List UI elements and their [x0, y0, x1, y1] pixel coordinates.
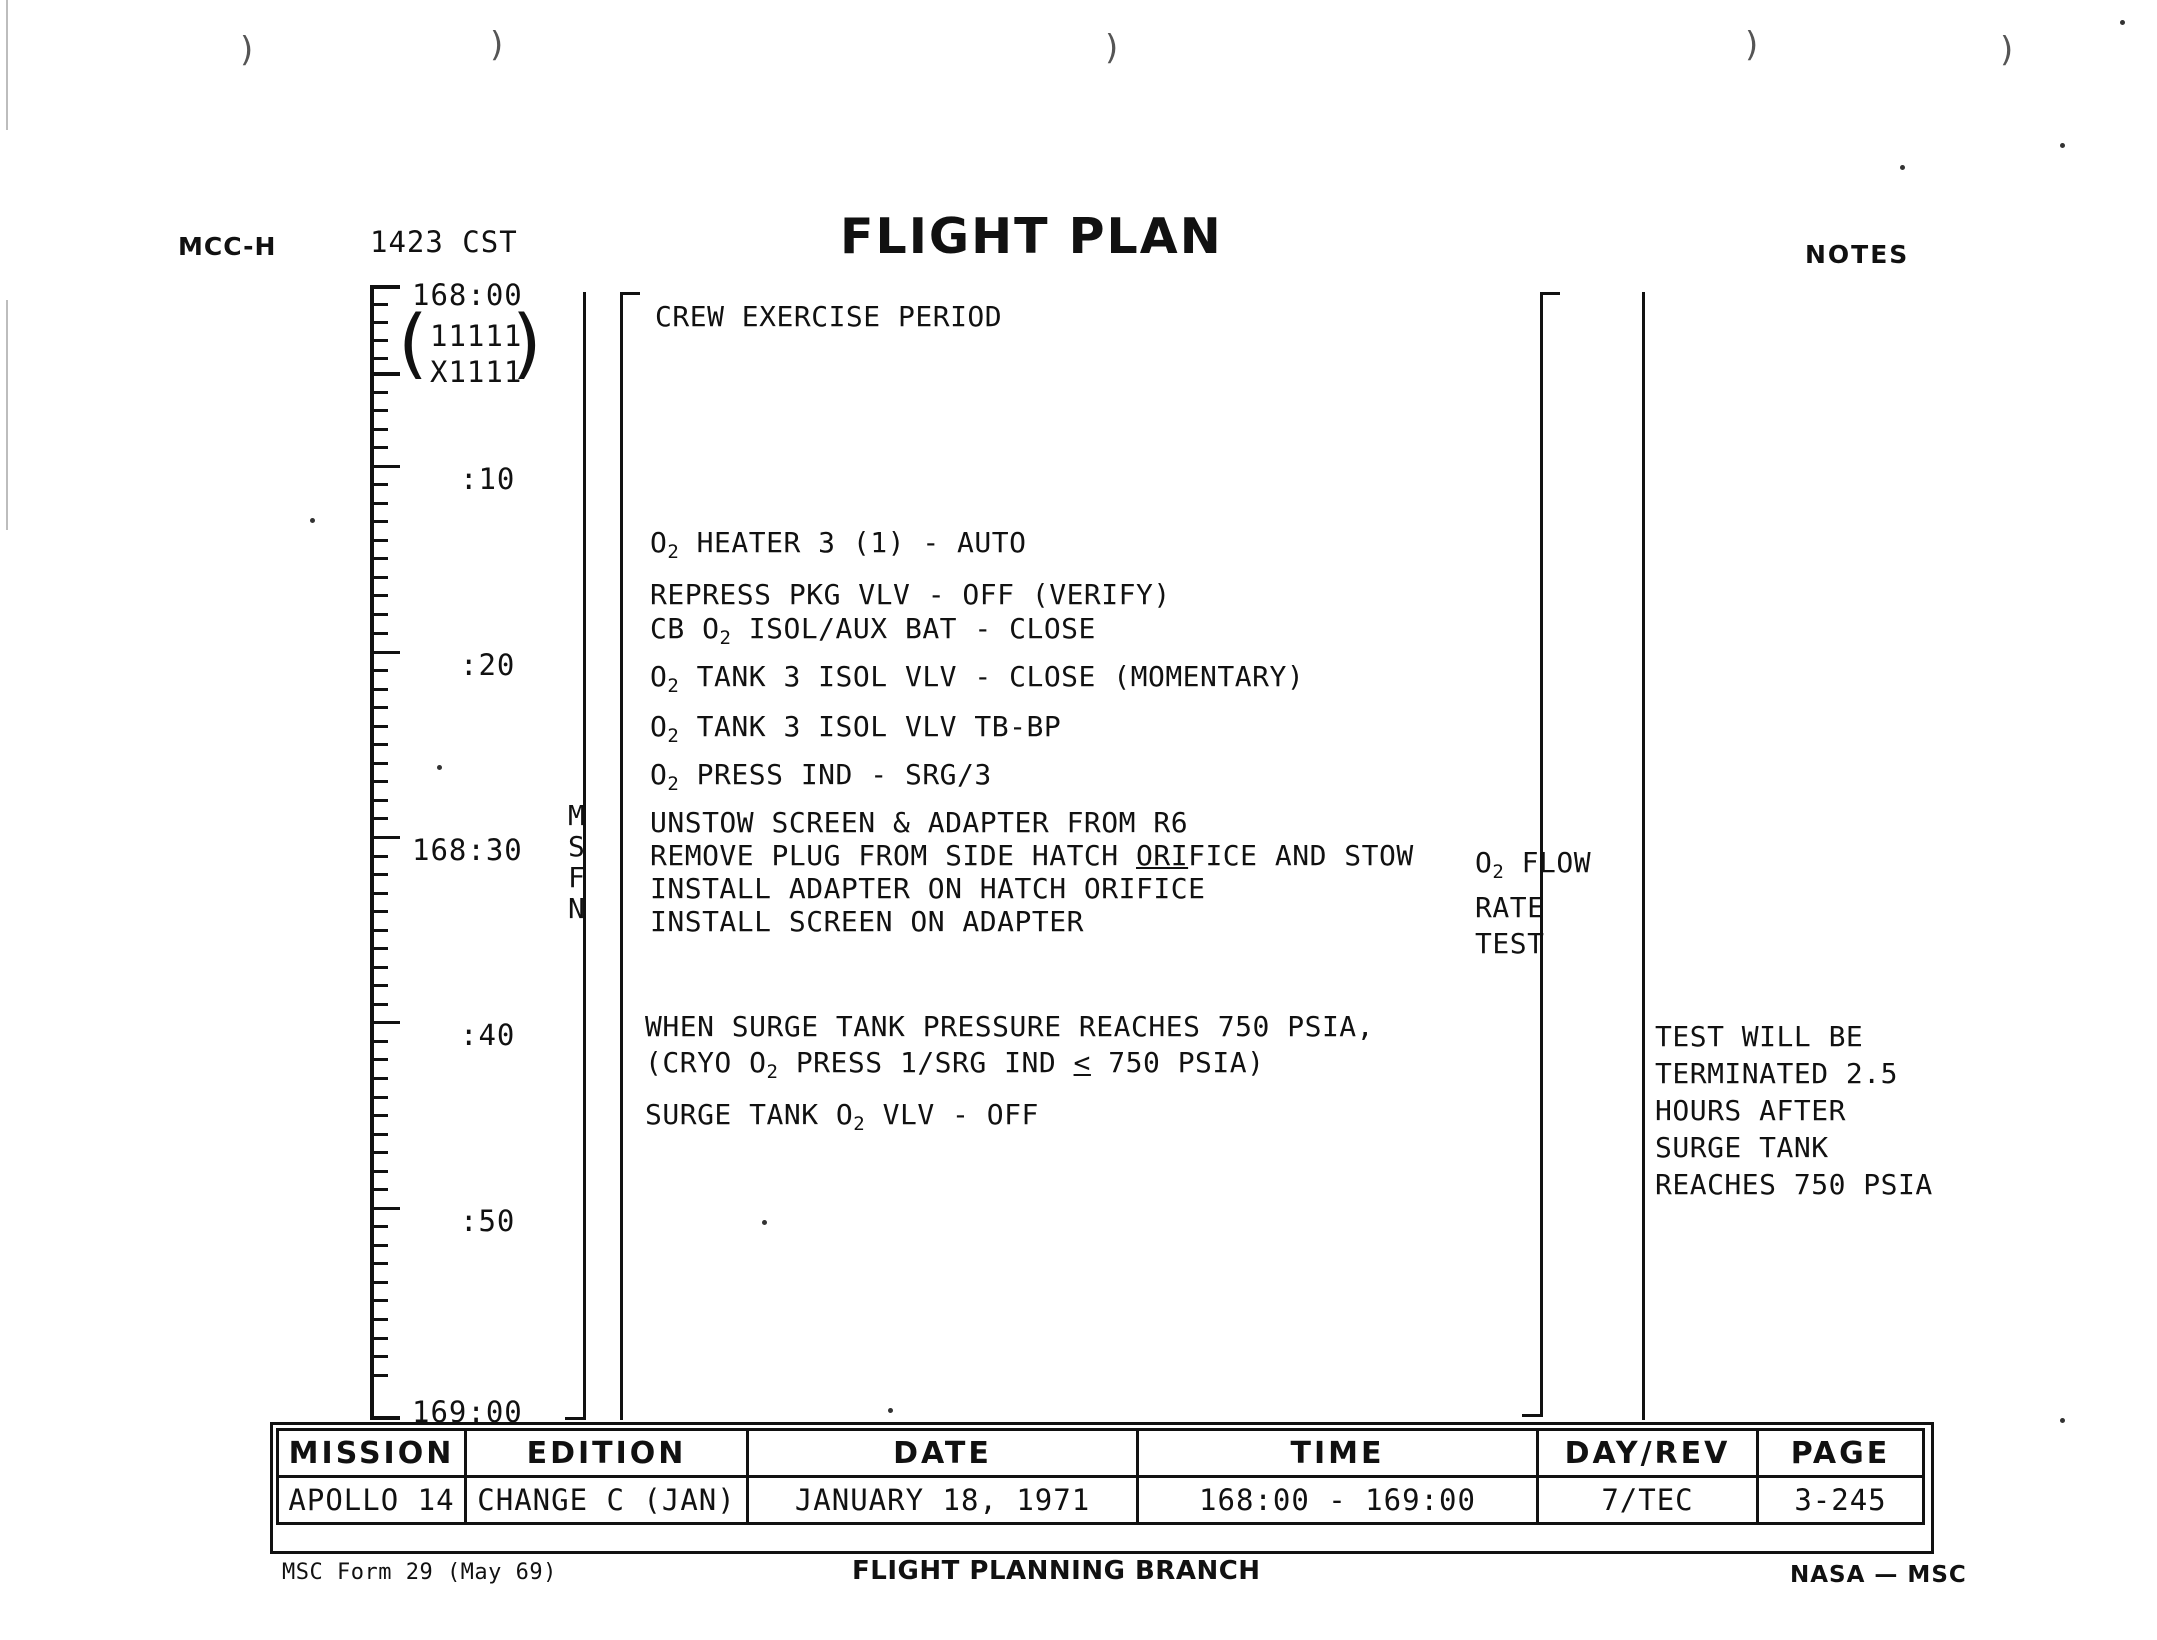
time-tick: [370, 1188, 388, 1191]
time-tick: [370, 1225, 388, 1228]
time-label-40: :40: [460, 1018, 516, 1052]
time-tick: [370, 910, 388, 913]
time-tick: [370, 1114, 388, 1117]
td-page: 3-245: [1758, 1477, 1924, 1524]
branch-label: FLIGHT PLANNING BRANCH: [852, 1556, 1261, 1586]
msfn-label: M S F N: [568, 799, 586, 925]
overprint-line-1: 11111: [430, 319, 523, 353]
scan-speck: [2060, 143, 2065, 148]
notes-column-header: NOTES: [1805, 240, 1910, 269]
time-tick: [370, 1077, 388, 1080]
notes-line: HOURS AFTER: [1655, 1094, 1846, 1127]
activity-item: CB $O_2$ ISOL/AUX BAT - CLOSE: [650, 612, 1096, 649]
page-title: FLIGHT PLAN: [840, 208, 1223, 265]
time-label-10: :10: [460, 462, 516, 496]
scan-speck: [437, 765, 442, 770]
o2-flow-test-span-hook-bottom: [1522, 1414, 1542, 1417]
scan-artifact-paren: ): [240, 30, 254, 70]
time-tick: [370, 1318, 388, 1321]
time-tick-major: [370, 1207, 400, 1210]
scan-speck: [1900, 165, 1905, 170]
time-tick: [370, 1151, 388, 1154]
time-tick: [370, 817, 388, 820]
activity-column-rule: [620, 292, 623, 1420]
td-time: 168:00 - 169:00: [1138, 1477, 1538, 1524]
start-time-cst: 1423 CST: [370, 225, 518, 259]
mcc-label: MCC-H: [178, 232, 277, 261]
time-label-168-00: 168:00: [412, 278, 523, 312]
time-tick: [370, 1003, 388, 1006]
time-tick: [370, 1244, 388, 1247]
time-tick: [370, 428, 388, 431]
scan-artifact-paren: ): [1745, 25, 1759, 65]
scan-edge-left: [6, 0, 8, 130]
o2-flow-test-span-hook-top: [1540, 292, 1560, 295]
agency-label: NASA — MSC: [1790, 1562, 1967, 1588]
time-tick: [370, 725, 388, 728]
scan-artifact-paren: ): [490, 25, 504, 65]
time-scale-top-cap: [370, 285, 400, 289]
o2-flow-line-3: TEST: [1475, 927, 1545, 960]
time-tick: [370, 892, 388, 895]
time-tick: [370, 799, 388, 802]
time-tick: [370, 632, 388, 635]
activity-item: SURGE TANK $O_2$ VLV - OFF: [645, 1098, 1039, 1135]
activity-item: $O_2$ TANK 3 ISOL VLV TB-BP: [650, 710, 1062, 747]
time-tick: [370, 446, 388, 449]
time-tick: [370, 780, 388, 783]
time-tick: [370, 483, 388, 486]
time-tick: [370, 1281, 388, 1284]
scan-edge-left-2: [6, 300, 8, 530]
time-tick: [370, 1337, 388, 1340]
time-tick: [370, 984, 388, 987]
time-tick: [370, 303, 388, 306]
time-tick: [370, 594, 388, 597]
msfn-bar-hook: [565, 1417, 585, 1420]
scan-speck: [2060, 1418, 2065, 1423]
notes-line: SURGE TANK: [1655, 1131, 1829, 1164]
time-tick: [370, 966, 388, 969]
activity-item: $O_2$ HEATER 3 (1) - AUTO: [650, 526, 1027, 563]
th-time: TIME: [1138, 1430, 1538, 1477]
time-tick: [370, 339, 388, 342]
activity-item: INSTALL SCREEN ON ADAPTER: [650, 905, 1084, 938]
th-date: DATE: [748, 1430, 1138, 1477]
activity-item: WHEN SURGE TANK PRESSURE REACHES 750 PSIA,: [645, 1010, 1375, 1043]
activity-item: UNSTOW SCREEN & ADAPTER FROM R6: [650, 806, 1189, 839]
time-tick: [370, 502, 388, 505]
th-day-rev: DAY/REV: [1538, 1430, 1758, 1477]
time-tick-major: [370, 1021, 400, 1024]
activity-column-rule-hook: [620, 292, 640, 295]
time-tick: [370, 1133, 388, 1136]
scan-speck: [2120, 20, 2125, 25]
overprint-line-2: X1111: [430, 355, 523, 389]
time-tick: [370, 706, 388, 709]
time-tick-major: [370, 465, 400, 468]
activity-item: INSTALL ADAPTER ON HATCH ORIFICE: [650, 872, 1206, 905]
time-tick: [370, 688, 388, 691]
time-tick: [370, 520, 388, 523]
o2-flow-test-label: [1475, 845, 1591, 962]
scan-speck: [310, 518, 315, 523]
time-tick: [370, 929, 388, 932]
th-page: PAGE: [1758, 1430, 1924, 1477]
activity-item: CREW EXERCISE PERIOD: [655, 300, 1003, 333]
scan-speck: [888, 1408, 893, 1413]
scan-artifact-paren: ): [2000, 30, 2014, 70]
time-tick: [370, 873, 388, 876]
td-date: JANUARY 18, 1971: [748, 1477, 1138, 1524]
form-number: MSC Form 29 (May 69): [282, 1560, 557, 1585]
time-tick: [370, 391, 388, 394]
time-label-168-30: 168:30: [412, 833, 523, 867]
scan-speck: [762, 1220, 767, 1225]
th-mission: MISSION: [278, 1430, 466, 1477]
time-tick: [370, 1299, 388, 1302]
activity-item: $O_2$ TANK 3 ISOL VLV - CLOSE (MOMENTARY): [650, 660, 1305, 697]
time-tick: [370, 557, 388, 560]
activity-item: (CRYO $O_2$ PRESS 1/SRG IND < 750 PSIA): [645, 1046, 1265, 1083]
time-tick-major: [370, 836, 400, 839]
time-label-50: :50: [460, 1204, 516, 1238]
time-label-169-00: 169:00: [412, 1395, 523, 1429]
scan-artifact-paren: ): [1105, 28, 1119, 68]
overprint-paren-left: (: [398, 298, 428, 387]
time-tick: [370, 947, 388, 950]
time-tick: [370, 1170, 388, 1173]
o2-flow-line-1: $O_2$ FLOW: [1475, 846, 1592, 883]
time-label-20: :20: [460, 648, 516, 682]
notes-line: TERMINATED 2.5: [1655, 1057, 1899, 1090]
th-edition: EDITION: [466, 1430, 748, 1477]
notes-column-rule: [1642, 292, 1645, 1420]
td-edition: CHANGE C (JAN): [466, 1477, 748, 1524]
time-tick: [370, 1058, 388, 1061]
time-tick: [370, 1374, 388, 1377]
time-tick: [370, 855, 388, 858]
td-day-rev: 7/TEC: [1538, 1477, 1758, 1524]
time-tick: [370, 576, 388, 579]
notes-line: TEST WILL BE: [1655, 1020, 1864, 1053]
time-scale-mid-cap: [370, 372, 400, 376]
activity-item: REMOVE PLUG FROM SIDE HATCH ORIFICE AND STOW: [650, 839, 1414, 872]
time-tick: [370, 743, 388, 746]
table-row-header: [278, 1430, 1924, 1477]
footer-table: [276, 1428, 1925, 1525]
notes-text: [1655, 1018, 1933, 1203]
time-tick: [370, 1262, 388, 1265]
time-tick: [370, 409, 388, 412]
td-mission: APOLLO 14: [278, 1477, 466, 1524]
notes-line: REACHES 750 PSIA: [1655, 1168, 1933, 1201]
time-tick: [370, 1040, 388, 1043]
time-tick-major: [370, 651, 400, 654]
o2-flow-line-2: RATE: [1475, 891, 1545, 924]
activity-item: $O_2$ PRESS IND - SRG/3: [650, 758, 992, 795]
time-tick: [370, 1096, 388, 1099]
time-tick: [370, 321, 388, 324]
overprint-paren-right: ): [512, 298, 542, 387]
table-row: [278, 1477, 1924, 1524]
time-scale-rail: [370, 285, 374, 1420]
time-tick: [370, 613, 388, 616]
time-tick: [370, 539, 388, 542]
activity-item: REPRESS PKG VLV - OFF (VERIFY): [650, 578, 1171, 611]
time-scale-bottom-cap: [370, 1416, 400, 1420]
time-tick: [370, 669, 388, 672]
time-tick: [370, 1355, 388, 1358]
time-tick: [370, 762, 388, 765]
time-tick: [370, 357, 388, 360]
